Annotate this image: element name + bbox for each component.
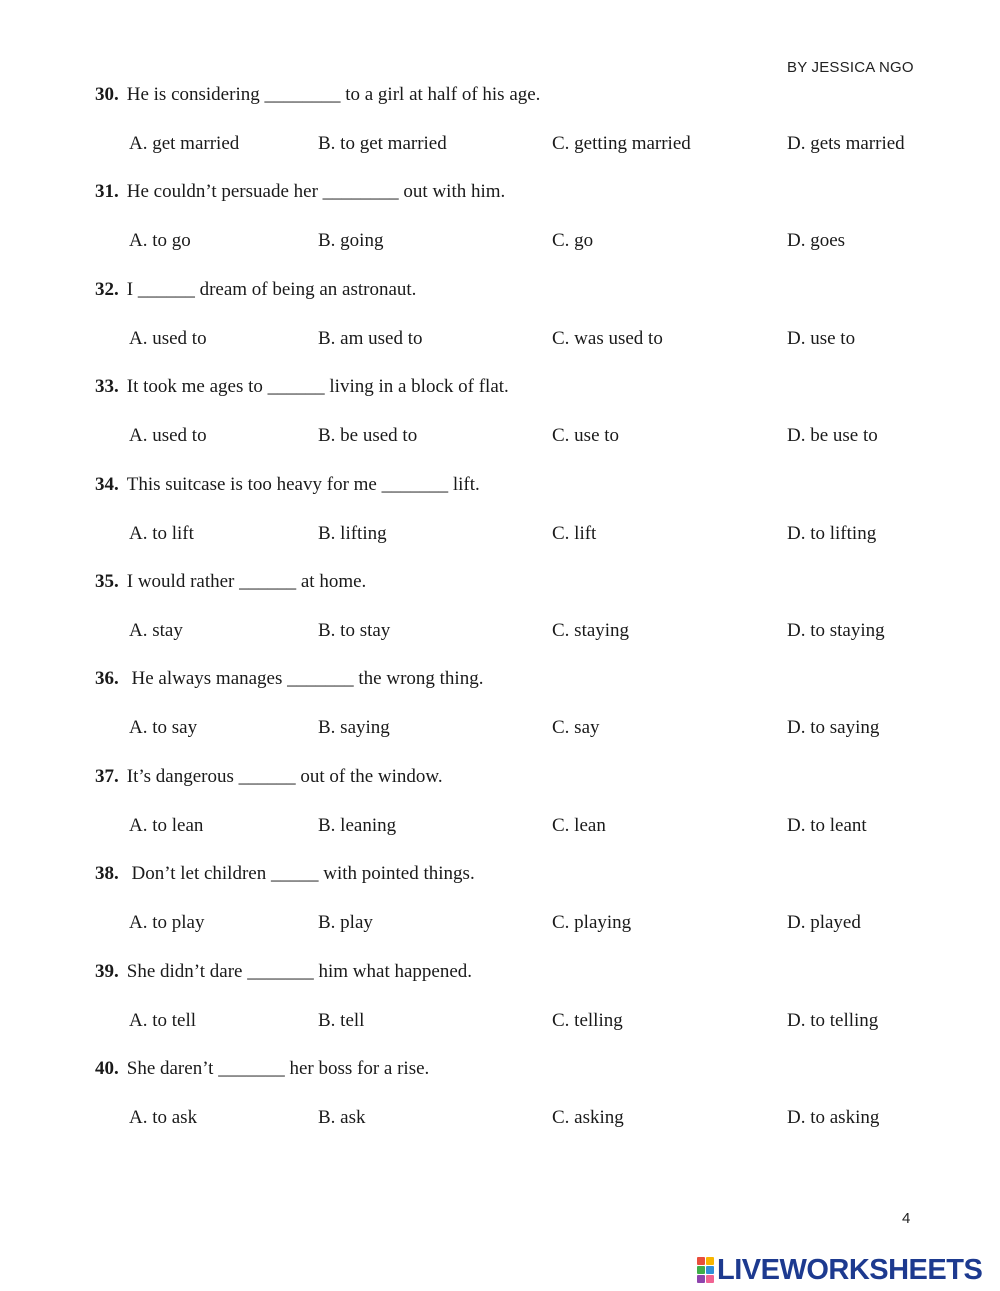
- answer-option[interactable]: A. used to: [129, 327, 207, 349]
- question-35: [95, 571, 366, 593]
- question-text: It took me ages to ______ living in a block of flat.: [126, 376, 509, 398]
- question-38: [95, 863, 475, 885]
- answer-option[interactable]: C. playing: [552, 912, 632, 934]
- answer-option[interactable]: A. to play: [129, 912, 205, 934]
- answer-option[interactable]: A. to say: [129, 717, 198, 739]
- page-number: 4: [902, 1210, 911, 1227]
- question-text: I would rather ______ at home.: [126, 571, 367, 592]
- question-31: [95, 181, 505, 203]
- answer-option[interactable]: D. use to: [787, 327, 856, 349]
- question-number: 40.: [95, 1058, 119, 1079]
- answer-option[interactable]: A. to lift: [129, 522, 194, 544]
- answer-option[interactable]: B. saying: [318, 717, 390, 739]
- question-number: 31.: [95, 181, 119, 203]
- answer-option[interactable]: D. to lifting: [787, 522, 877, 544]
- answer-option[interactable]: B. going: [318, 230, 384, 252]
- question-number: 32.: [95, 278, 119, 300]
- answer-option[interactable]: B. leaning: [318, 814, 397, 836]
- question-text: He is considering ________ to a girl at half of his age.: [126, 84, 541, 105]
- answer-option[interactable]: D. to staying: [787, 620, 885, 641]
- answer-option[interactable]: B. tell: [318, 1009, 365, 1031]
- answer-option[interactable]: B. to get married: [318, 133, 447, 154]
- question-text: He couldn’t persuade her ________ out with him.: [126, 181, 506, 203]
- answer-option[interactable]: D. to telling: [787, 1009, 879, 1031]
- answer-option[interactable]: D. goes: [787, 230, 846, 252]
- answer-option[interactable]: C. use to: [552, 425, 620, 447]
- question-number: 34.: [95, 473, 119, 495]
- answer-option[interactable]: A. used to: [129, 425, 207, 447]
- question-number: 37.: [95, 765, 119, 787]
- answer-option[interactable]: B. am used to: [318, 327, 423, 349]
- question-number: 35.: [95, 571, 119, 592]
- answer-option[interactable]: D. to asking: [787, 1107, 880, 1128]
- answer-option[interactable]: C. go: [552, 230, 594, 252]
- question-number: 30.: [95, 84, 119, 105]
- answer-option[interactable]: A. to ask: [129, 1107, 198, 1128]
- question-30: [95, 84, 540, 106]
- question-36: [95, 668, 483, 690]
- question-text: She didn’t dare _______ him what happened.: [126, 960, 473, 982]
- answer-option[interactable]: B. to stay: [318, 620, 391, 641]
- answer-option[interactable]: C. lift: [552, 522, 597, 544]
- answer-option[interactable]: B. lifting: [318, 522, 387, 544]
- question-text: She daren’t _______ her boss for a rise.: [126, 1058, 430, 1079]
- answer-option[interactable]: D. to leant: [787, 814, 867, 836]
- answer-option[interactable]: D. to saying: [787, 717, 880, 739]
- answer-option[interactable]: C. say: [552, 717, 600, 739]
- answer-option[interactable]: C. getting married: [552, 133, 691, 154]
- logo-block: [697, 1275, 705, 1283]
- question-40: [95, 1058, 429, 1080]
- question-number: 39.: [95, 960, 119, 982]
- question-37: [95, 766, 443, 788]
- question-text: He always manages _______ the wrong thing.: [126, 668, 484, 690]
- answer-option[interactable]: B. ask: [318, 1107, 366, 1128]
- question-number: 33.: [95, 376, 119, 398]
- answer-option[interactable]: B. play: [318, 912, 373, 934]
- answer-option[interactable]: A. to tell: [129, 1009, 197, 1031]
- logo-block: [706, 1266, 714, 1274]
- author-credit: BY JESSICA NGO: [787, 59, 914, 76]
- answer-option[interactable]: D. played: [787, 912, 861, 934]
- answer-option[interactable]: C. lean: [552, 814, 606, 836]
- logo-blocks-icon: [697, 1257, 714, 1283]
- liveworksheets-logo[interactable]: [697, 1254, 982, 1286]
- question-text: It’s dangerous ______ out of the window.: [126, 765, 443, 787]
- question-32: [95, 279, 416, 301]
- question-39: [95, 961, 472, 983]
- logo-block: [706, 1275, 714, 1283]
- logo-block: [697, 1266, 705, 1274]
- answer-option[interactable]: A. stay: [129, 620, 183, 641]
- answer-option[interactable]: C. staying: [552, 620, 630, 641]
- answer-option[interactable]: A. to go: [129, 230, 191, 252]
- question-text: I ______ dream of being an astronaut.: [126, 278, 417, 300]
- question-number: 36.: [95, 668, 119, 690]
- answer-option[interactable]: B. be used to: [318, 425, 418, 447]
- answer-option[interactable]: C. telling: [552, 1009, 623, 1031]
- answer-option[interactable]: A. to lean: [129, 814, 204, 836]
- logo-block: [697, 1257, 705, 1265]
- logo-text: LIVEWORKSHEETS: [717, 1253, 983, 1286]
- question-33: [95, 376, 509, 398]
- answer-option[interactable]: D. gets married: [787, 133, 905, 154]
- question-number: 38.: [95, 863, 119, 885]
- answer-option[interactable]: C. was used to: [552, 327, 663, 349]
- answer-option[interactable]: D. be use to: [787, 425, 878, 447]
- question-34: [95, 474, 480, 496]
- answer-option[interactable]: A. get married: [129, 133, 240, 154]
- question-text: This suitcase is too heavy for me _______ lift.: [126, 473, 480, 495]
- logo-block: [706, 1257, 714, 1265]
- answer-option[interactable]: C. asking: [552, 1107, 624, 1128]
- question-text: Don’t let children _____ with pointed things.: [126, 863, 475, 885]
